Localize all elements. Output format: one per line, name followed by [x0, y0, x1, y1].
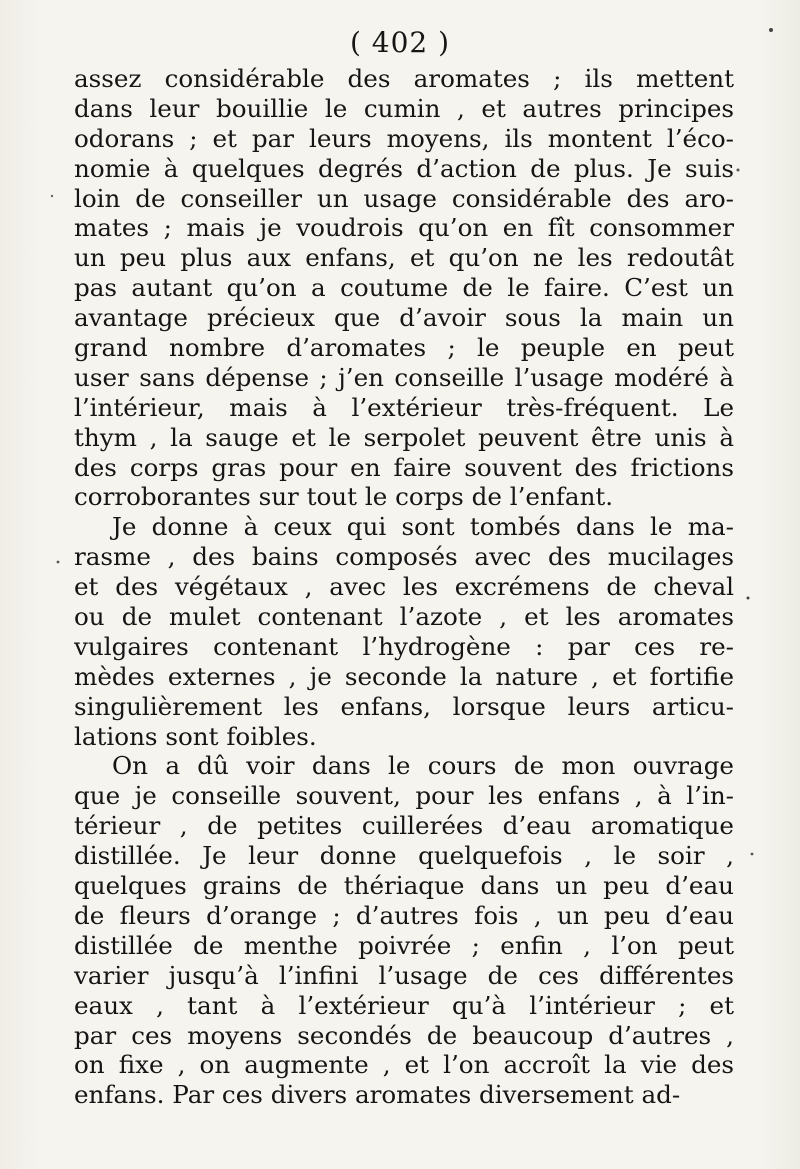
text-line: distillée de menthe poivrée ; enfin , l’on peut [74, 930, 734, 960]
text-line: avantage précieux que d’avoir sous la main un [74, 303, 734, 333]
text-line: vulgaires contenant l’hydrogène : par ces re- [74, 631, 734, 661]
text-line: user sans dépense ; j’en conseille l’usage modéré à [74, 362, 734, 392]
text-line: rasme , des bains composés avec des mucilages [74, 542, 734, 572]
text-line: l’intérieur, mais à l’extérieur très-fréquent. Le [74, 392, 734, 422]
text-line: on fixe , on augmente , et l’on accroît la vie des [74, 1050, 734, 1080]
text-line: distillée. Je leur donne quelquefois , le soir , [74, 841, 734, 871]
text-line: Je donne à ceux qui sont tombés dans le ma- [112, 512, 734, 542]
text-line: un peu plus aux enfans, et qu’on ne les redoutât [74, 243, 734, 273]
text-line: On a dû voir dans le cours de mon ouvrage [112, 751, 734, 781]
text-line: des corps gras pour en faire souvent des frictions [74, 452, 734, 482]
paragraph [74, 512, 734, 751]
paragraph [74, 751, 734, 1110]
text-line: nomie à quelques degrés d’action de plus. Je suis [74, 153, 734, 183]
text-line: dans leur bouillie le cumin , et autres principes [74, 93, 734, 123]
text-line: ou de mulet contenant l’azote , et les aromates [74, 602, 734, 632]
text-line: enfans. Par ces divers aromates diversement ad- [74, 1080, 681, 1110]
text-line: pas autant qu’on a coutume de le faire. C’est un [74, 273, 734, 303]
text-line: varier jusqu’à l’infini l’usage de ces différentes [74, 960, 734, 990]
text-line: et des végétaux , avec les excrémens de cheval [74, 572, 734, 602]
text-line: que je conseille souvent, pour les enfans , à l’in- [74, 781, 734, 811]
text-line: odorans ; et par leurs moyens, ils montent l’éco- [74, 123, 734, 153]
text-line: par ces moyens secondés de beaucoup d’autres , [74, 1020, 734, 1050]
text-line: quelques grains de thériaque dans un peu d’eau [74, 871, 734, 901]
text-line: grand nombre d’aromates ; le peuple en peut [74, 333, 734, 363]
text-line: thym , la sauge et le serpolet peuvent être unis à [74, 422, 734, 452]
text-line: mates ; mais je voudrois qu’on en fît consommer [74, 213, 734, 243]
text-line: loin de conseiller un usage considérable des aro- [74, 183, 734, 213]
text-line: mèdes externes , je seconde la nature , et fortifie [74, 661, 734, 691]
text-line: lations sont foibles. [74, 721, 317, 751]
text-line: assez considérable des aromates ; ils mettent [74, 64, 734, 93]
text-line: térieur , de petites cuillerées d’eau aromatique [74, 811, 734, 841]
text-line: singulièrement les enfans, lorsque leurs articu- [74, 691, 734, 721]
text-line: de fleurs d’orange ; d’autres fois , un peu d’eau [74, 900, 734, 930]
body-text [74, 64, 734, 1110]
text-line: corroborantes sur tout le corps de l’enfant. [74, 482, 614, 512]
paragraph [74, 64, 734, 512]
page-number: ( 402 ) [349, 26, 451, 59]
text-line: eaux , tant à l’extérieur qu’à l’intérieur ; et [74, 990, 734, 1020]
